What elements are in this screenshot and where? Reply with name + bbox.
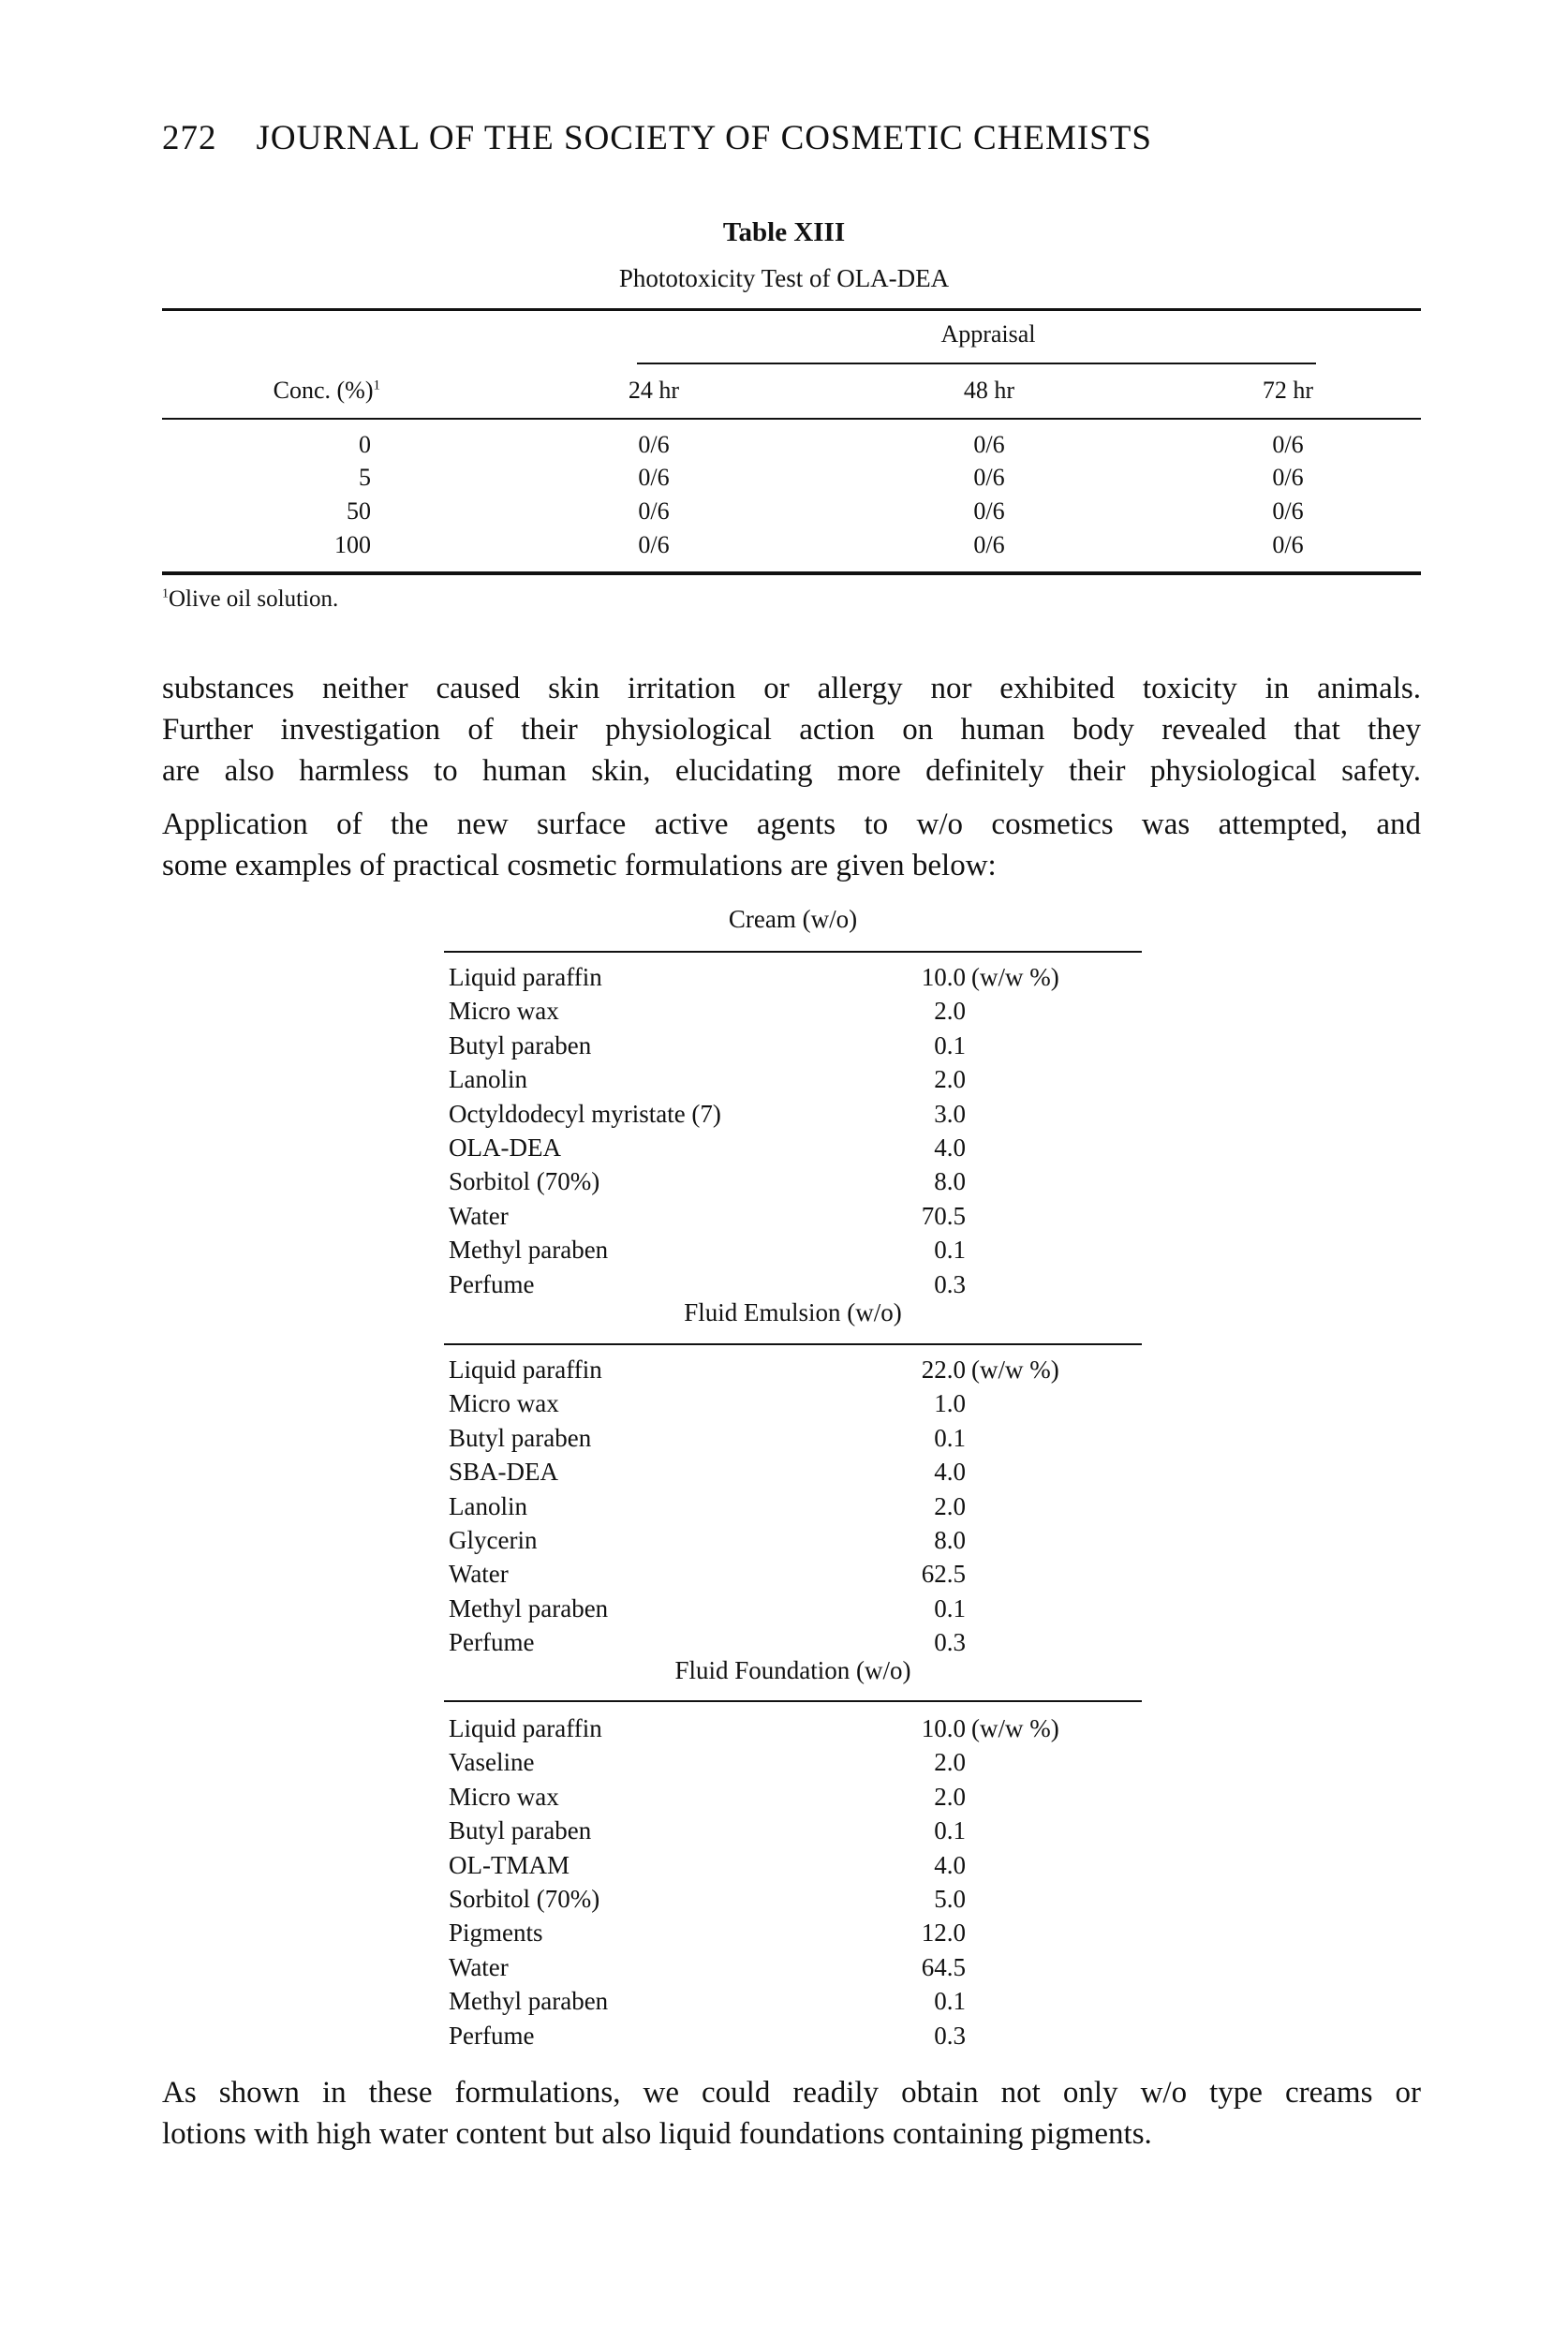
ingredient-amount: 0.3 (934, 1628, 966, 1657)
text-line: lotions with high water content but also liquid foundations containing pigments. (162, 2117, 1152, 2151)
ingredient-row (449, 1267, 1142, 1301)
conc-cell: 50 (347, 497, 371, 525)
ingredient-amount: 0.1 (934, 1423, 966, 1452)
appraisal-cell: 0/6 (973, 431, 1005, 458)
formulation-rule (444, 1343, 1142, 1345)
page-number: 272 (162, 119, 217, 157)
conc-header (221, 377, 380, 405)
ingredient-amount: 2.0 (934, 1782, 966, 1811)
ingredient-amount: 3.0 (934, 1099, 966, 1128)
ingredient-amount: 0.1 (934, 1987, 966, 2016)
ingredient-row (449, 1029, 1142, 1062)
ingredient-amount: 1.0 (934, 1389, 966, 1418)
table-header-rule (162, 418, 1421, 420)
col-72hr: 72 hr (1262, 377, 1314, 404)
conc-cell: 0 (359, 431, 371, 458)
ingredient-name: Sorbitol (70%) (449, 1167, 600, 1196)
ingredient-row (449, 1848, 1142, 1882)
formulation-title: Cream (w/o) (728, 905, 858, 933)
text-line: some examples of practical cosmetic formulations are given below: (162, 849, 997, 882)
ingredient-row (449, 1984, 1142, 2018)
formulation-title: Fluid Foundation (w/o) (674, 1656, 911, 1684)
conc-cell: 5 (359, 464, 371, 491)
ingredient-amount: 0.3 (934, 2021, 966, 2050)
ingredient-row (449, 1455, 1142, 1489)
ingredient-row (449, 1421, 1142, 1455)
unit-label: (w/w %) (971, 1714, 1059, 1742)
text-line: Application of the new surface active agents to w/o cosmetics was attempted, and (162, 807, 1421, 841)
ingredient-name: Butyl paraben (449, 1030, 592, 1059)
ingredient-row (449, 1950, 1142, 1984)
appraisal-cell: 0/6 (973, 497, 1005, 525)
ingredient-name: OLA-DEA (449, 1133, 561, 1162)
ingredient-name: Lanolin (449, 1491, 527, 1520)
ingredient-amount: 10.0 (921, 963, 966, 991)
ingredient-name: Perfume (449, 1269, 535, 1298)
ingredient-row (449, 1097, 1142, 1131)
ingredient-amount: 10.0 (921, 1714, 966, 1742)
ingredient-name: Methyl paraben (449, 1593, 609, 1622)
ingredient-name: Vaseline (449, 1748, 535, 1777)
table-footnote (162, 586, 338, 613)
ingredient-name: Liquid paraffin (449, 1356, 602, 1384)
footnote-text: Olive oil solution. (169, 586, 339, 612)
appraisal-rule (637, 363, 1316, 364)
ingredient-name: Octyldodecyl myristate (7) (449, 1099, 721, 1128)
ingredient-name: SBA-DEA (449, 1458, 559, 1487)
ingredient-row (449, 1711, 1142, 1745)
ingredient-name: Micro wax (449, 1782, 559, 1811)
ingredient-row (449, 1062, 1142, 1096)
col-24hr: 24 hr (628, 377, 680, 404)
ingredient-row (449, 1916, 1142, 1949)
ingredient-amount: 5.0 (934, 1885, 966, 1913)
table-subtitle: Phototoxicity Test of OLA-DEA (618, 264, 950, 292)
ingredient-name: Micro wax (449, 1389, 559, 1418)
ingredient-amount: 62.5 (921, 1560, 966, 1589)
appraisal-cell: 0/6 (638, 464, 670, 491)
appraisal-cell: 0/6 (1272, 464, 1304, 491)
ingredient-row (449, 1745, 1142, 1779)
ingredient-amount: 8.0 (934, 1167, 966, 1196)
ingredient-row (449, 1233, 1142, 1267)
ingredient-amount: 0.3 (934, 1269, 966, 1298)
text-line: Further investigation of their physiological action on human body revealed that they (162, 713, 1421, 747)
ingredient-row (449, 1882, 1142, 1916)
conc-cell: 100 (334, 531, 371, 558)
ingredient-name: Pigments (449, 1919, 543, 1948)
ingredient-amount: 2.0 (934, 1748, 966, 1777)
running-header (162, 118, 1152, 158)
footnote-ref: 1 (373, 378, 380, 393)
table-bottom-rule (162, 571, 1421, 575)
ingredient-name: Lanolin (449, 1065, 527, 1094)
ingredient-amount: 4.0 (934, 1458, 966, 1487)
conc-header-label: Conc. (%) (273, 377, 374, 404)
ingredient-row (449, 994, 1142, 1028)
ingredient-name: Glycerin (449, 1526, 538, 1554)
ingredient-row (449, 960, 1142, 994)
appraisal-cell: 0/6 (638, 531, 670, 558)
ingredient-amount: 4.0 (934, 1133, 966, 1162)
ingredient-row (449, 1780, 1142, 1814)
ingredient-row (449, 1814, 1142, 1847)
ingredient-name: Perfume (449, 2021, 535, 2050)
appraisal-header: Appraisal (940, 320, 1036, 348)
ingredient-amount: 12.0 (921, 1919, 966, 1948)
ingredient-row (449, 1386, 1142, 1420)
appraisal-cell: 0/6 (973, 464, 1005, 491)
table-top-rule (162, 308, 1421, 311)
ingredient-name: Liquid paraffin (449, 963, 602, 991)
ingredient-name: Water (449, 1952, 509, 1981)
ingredient-amount: 2.0 (934, 997, 966, 1026)
ingredient-row (449, 1592, 1142, 1625)
ingredient-name: Water (449, 1560, 509, 1589)
paragraph-2 (162, 804, 1421, 886)
ingredient-amount: 0.1 (934, 1593, 966, 1622)
ingredient-amount: 0.1 (934, 1030, 966, 1059)
formulation-rule (444, 1700, 1142, 1702)
ingredient-amount: 0.1 (934, 1236, 966, 1265)
ingredient-name: OL-TMAM (449, 1850, 570, 1879)
ingredient-amount: 0.1 (934, 1816, 966, 1845)
ingredient-name: Butyl paraben (449, 1816, 592, 1845)
text-line: are also harmless to human skin, elucidating more definitely their physiological safety. (162, 754, 1421, 788)
formulation-rule (444, 951, 1142, 953)
appraisal-cell: 0/6 (1272, 531, 1304, 558)
ingredient-name: Methyl paraben (449, 1236, 609, 1265)
ingredient-name: Sorbitol (70%) (449, 1885, 600, 1913)
appraisal-cell: 0/6 (1272, 431, 1304, 458)
footnote-mark: 1 (162, 586, 169, 601)
appraisal-cell: 0/6 (638, 431, 670, 458)
appraisal-cell: 0/6 (1272, 497, 1304, 525)
ingredient-name: Water (449, 1201, 509, 1230)
ingredient-name: Liquid paraffin (449, 1714, 602, 1742)
text-line: As shown in these formulations, we could readily obtain not only w/o type creams or (162, 2076, 1421, 2110)
ingredient-row (449, 1131, 1142, 1164)
formulation-title: Fluid Emulsion (w/o) (684, 1298, 902, 1326)
paragraph-3 (162, 2072, 1421, 2155)
table-title: Table XIII (722, 217, 846, 247)
ingredient-name: Perfume (449, 1628, 535, 1657)
ingredient-row (449, 1523, 1142, 1557)
ingredient-amount: 22.0 (921, 1356, 966, 1384)
ingredient-amount: 2.0 (934, 1065, 966, 1094)
ingredient-row (449, 1164, 1142, 1198)
text-line: substances neither caused skin irritation or allergy nor exhibited toxicity in animals. (162, 672, 1421, 705)
ingredient-row (449, 1489, 1142, 1523)
appraisal-cell: 0/6 (973, 531, 1005, 558)
ingredient-amount: 70.5 (921, 1201, 966, 1230)
ingredient-amount: 64.5 (921, 1952, 966, 1981)
unit-label: (w/w %) (971, 1356, 1059, 1384)
ingredient-amount: 2.0 (934, 1491, 966, 1520)
journal-title: JOURNAL OF THE SOCIETY OF COSMETIC CHEMISTS (256, 119, 1152, 157)
ingredient-name: Butyl paraben (449, 1423, 592, 1452)
appraisal-cell: 0/6 (638, 497, 670, 525)
ingredient-amount: 8.0 (934, 1526, 966, 1554)
ingredient-name: Methyl paraben (449, 1987, 609, 2016)
ingredient-row (449, 1625, 1142, 1659)
ingredient-row (449, 1199, 1142, 1233)
ingredient-row (449, 1353, 1142, 1386)
ingredient-amount: 4.0 (934, 1850, 966, 1879)
unit-label: (w/w %) (971, 963, 1059, 991)
col-48hr: 48 hr (963, 377, 1015, 404)
ingredient-row (449, 2019, 1142, 2052)
ingredient-name: Micro wax (449, 997, 559, 1026)
ingredient-row (449, 1557, 1142, 1591)
paragraph-1 (162, 668, 1421, 792)
